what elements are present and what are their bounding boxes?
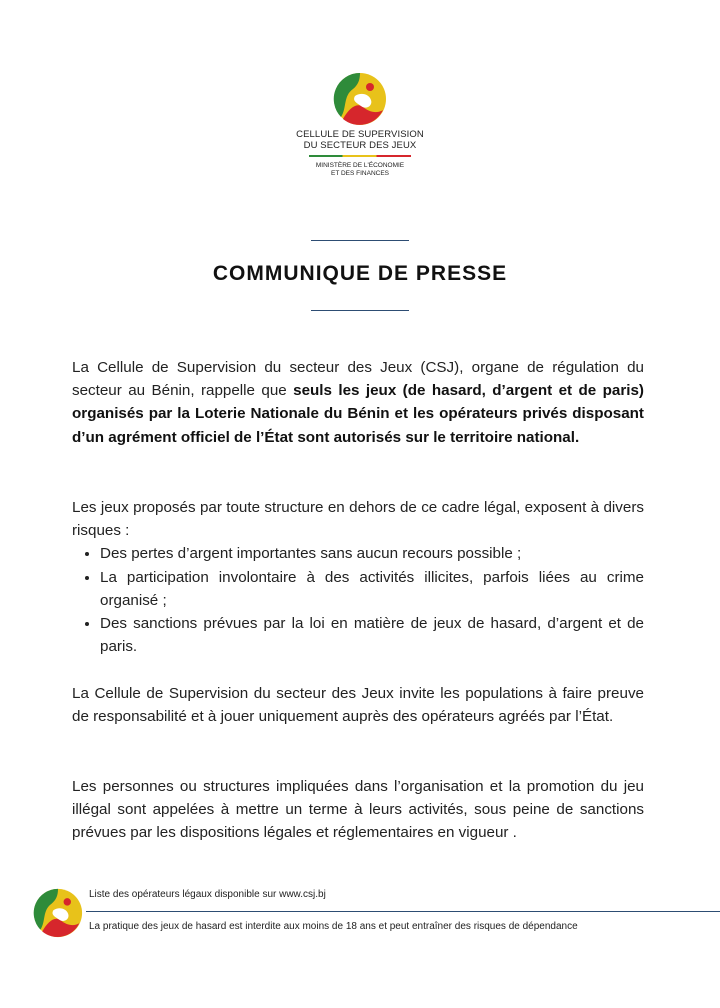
list-item: • Des pertes d’argent importantes sans aucun recours possible ; [100,542,644,565]
list-item: • La participation involontaire à des activités illicites, parfois liées au crime organisé ; [100,566,644,612]
paragraph-3-text: La Cellule de Supervision du secteur des Jeux invite les populations à faire preuve de responsabilité et à jouer uniquement auprès des opérateurs agréés par l’État. [72,685,644,726]
org-name-line2: DU SECTEUR DES JEUX [303,140,417,151]
footer-operators-note: Liste des opérateurs légaux disponible sur www.csj.bj [89,889,326,900]
paragraph-3 [72,682,644,728]
org-name-line1: CELLULE DE SUPERVISION [296,129,424,140]
ministry-line1: MINISTÈRE DE L'ÉCONOMIE [315,162,405,169]
risks-list [72,542,644,658]
paragraph-2-intro: Les jeux proposés par toute structure en dehors de ce cadre légal, exposent à divers risques : [72,499,644,540]
paragraph-4-text: Les personnes ou structures impliquées dans l’organisation et la promotion du jeu illégal sont appelées à mettre un terme à leurs activités, sous peine de sanctions prévues par les dispositions légales et réglementaires en vigueur . [72,778,644,842]
tricolor-stripe [309,155,411,157]
title-rule-bottom [311,310,409,311]
paragraph-1 [72,356,644,449]
ministry-name [0,162,720,178]
footer-divider [86,911,720,912]
paragraph-2 [72,496,644,658]
csj-logo-icon [333,72,387,126]
paragraph-4 [72,775,644,845]
footer-age-warning: La pratique des jeux de hasard est interdite aux moins de 18 ans et peut entraîner des risques de dépendance [89,921,578,932]
page-title: COMMUNIQUE DE PRESSE [212,262,508,285]
paragraph-1-bold: seuls les jeux (de hasard, d’argent et de paris) organisés par la Loterie Nationale du Bénin et les opérateurs privés disposant d’un agrément officiel de l’État sont autorisés sur le territoire national. [72,382,644,446]
org-name [0,129,720,151]
paragraph-1-intro: La Cellule de Supervision du secteur des Jeux (CSJ), organe de régulation du secteur au Bénin, rappelle que [72,359,644,400]
title-rule-top [311,240,409,241]
ministry-line2: ET DES FINANCES [330,170,390,177]
csj-footer-logo-icon [33,888,83,938]
list-item: • Des sanctions prévues par la loi en matière de jeux de hasard, d’argent et de paris. [100,612,644,658]
